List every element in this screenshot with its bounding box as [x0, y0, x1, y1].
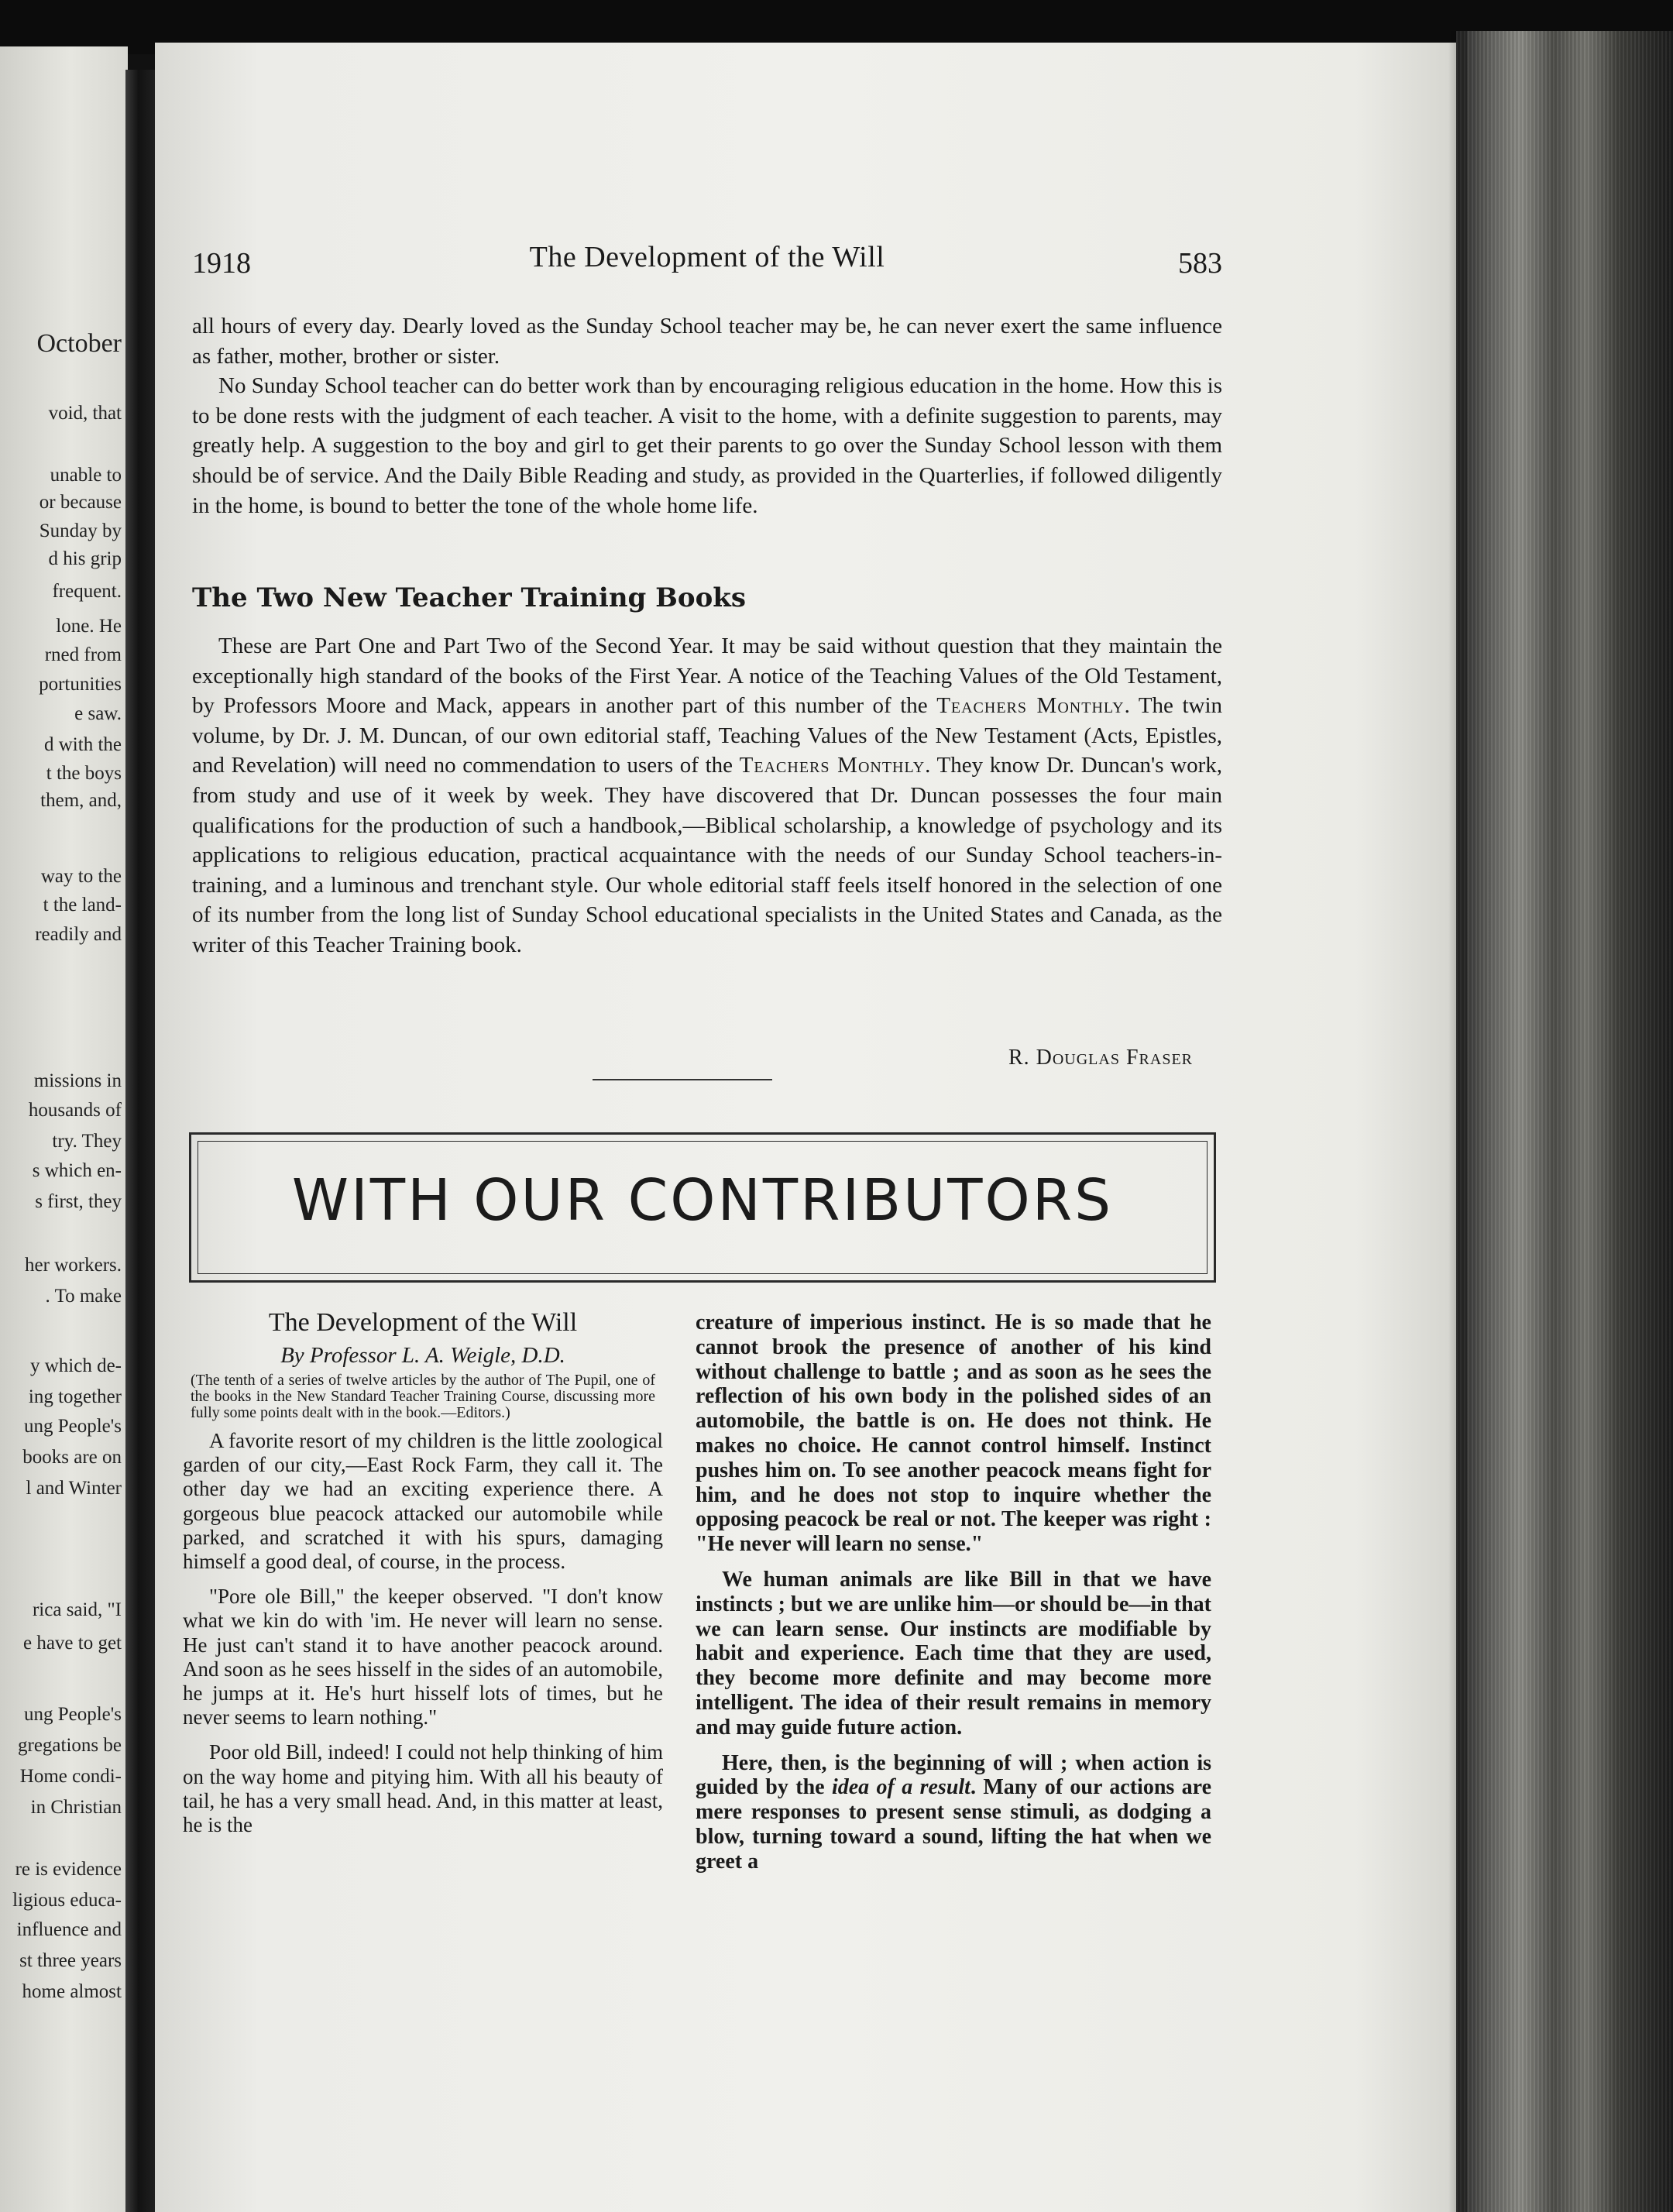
contributors-banner: [189, 1132, 1216, 1283]
paragraph: "Pore ole Bill," the keeper observed. "I don't know what we kin do with 'im. He never will learn no sense. He just can't stand it to have another peacock around. And soon as he sees hisself in the sides of an automobile, he jumps at it. He's hurt hisself lots of times, but he never seems to learn nothing.": [183, 1585, 663, 1729]
left-page-line: y which de-: [29, 1355, 122, 1376]
article-column-right: [696, 1310, 1211, 1874]
section-heading: The Two New Teacher Training Books: [192, 582, 746, 613]
left-page-line: books are on: [22, 1447, 122, 1468]
left-page-line: or because: [39, 492, 122, 513]
left-page-line: . To make: [45, 1286, 122, 1307]
paragraph: [696, 1751, 1211, 1874]
left-page-line: her workers.: [25, 1255, 122, 1276]
editors-note: (The tenth of a series of twelve articles by the author of The Pupil, one of the books in the New Standard Teacher Training Course, discussing more fully some points dealt with in the book.—Editors.): [191, 1372, 655, 1421]
left-page-line: t the land-: [43, 895, 122, 915]
left-page-fragment: [0, 46, 128, 2212]
paragraph: creature of imperious instinct. He is so made that he cannot brook the presence of another of his kind without challenge to battle ; and as soon as he sees the reflection of his own body in the polished sides of an automobile, the battle is on. He does not think. He makes no choice. He cannot control himself. Instinct pushes him on. To see another peacock means fight for him, and he does not stop to inquire whether the opposing peacock be real or not. The keeper was right : "He never will learn no sense.": [696, 1310, 1211, 1557]
publication-name: Teachers Monthly: [936, 693, 1125, 719]
text-run: These are Part One and Part Two of the Second Year. It may be said without question that they maintain the exceptionally high standard of the books of the First Year. A notice of the Teaching Values of the Old Testament, by Professors Moore and Mack, appears in another part of this number of the: [192, 634, 1222, 719]
text-run: . The twin volume, by Dr. J. M. Duncan, of our own editorial staff, Teaching Values of the New Testament (Acts, Epistles, and Revelation) will need no commendation to users of the: [192, 693, 1223, 778]
paragraph: We human animals are like Bill in that we have instincts ; but we are unlike him—or should be—in that we can learn sense. Our instincts are modifiable by habit and experience. Each time that they are used, they become more definite and may become more intelligent. The idea of their result remains in memory and may guide future action.: [696, 1567, 1211, 1740]
text-run: . They know Dr. Duncan's work, from study and use of it week by week. They have discovered that Dr. Duncan possesses the four main qualifications for the production of such a handbook,—Biblical scholarship, a knowledge of psychology and its applications to religious education, practical acquaintance with the needs of our Sunday School teachers-in-training, and a luminous and trenchant style. Our whole editorial staff feels itself honored in the selection of one of its number from the long list of Sunday School educational specialists in the United States and Canada, as the writer of this Teacher Training book.: [192, 753, 1222, 957]
left-page-line: unable to: [50, 465, 122, 486]
left-page-line: l and Winter: [26, 1478, 122, 1499]
left-page-line: way to the: [40, 866, 122, 887]
left-page-line: void, that: [48, 403, 122, 424]
article-title: The Development of the Will: [268, 1308, 578, 1337]
left-page-line: ung People's: [23, 1416, 122, 1437]
left-page-line: ing together: [28, 1386, 122, 1407]
home-education-section: [192, 311, 1222, 520]
page-edge-shadow: [1448, 31, 1467, 2212]
running-head-title: The Development of the Will: [529, 241, 885, 273]
book-gutter: [125, 70, 158, 2212]
paragraph: Poor old Bill, indeed! I could not help thinking of him on the way home and pitying him. With all his beauty of tail, he has a very small head. And, in this matter at least, he is the: [183, 1740, 663, 1837]
paragraph: [192, 631, 1222, 960]
book-page-edges: [1456, 31, 1673, 2212]
left-page-line: d with the: [44, 734, 122, 755]
left-page-line: them, and,: [40, 790, 122, 811]
left-page-line: lone. He: [56, 616, 122, 637]
section-divider: [593, 1079, 772, 1080]
text-run: Here, then, is the beginning of will ; when action is guided by the: [696, 1750, 1211, 1800]
left-page-line: Home condi-: [19, 1766, 122, 1787]
left-page-line: missions in: [33, 1070, 122, 1091]
running-head-year: 1918: [192, 247, 251, 280]
left-page-line: s which en-: [32, 1160, 122, 1181]
left-page-line: rica said, "I: [32, 1599, 122, 1620]
left-page-line: Sunday by: [39, 520, 122, 541]
article-byline: By Professor L. A. Weigle, D.D.: [280, 1343, 565, 1368]
left-page-line: t the boys: [46, 763, 122, 784]
left-page-line: s first, they: [35, 1191, 122, 1212]
text-run: . Many of our actions are mere responses to present sense stimuli, as dodging a blow, turning toward a sound, lifting the hat when we greet a: [696, 1775, 1212, 1874]
emphasis: idea of a result: [831, 1775, 970, 1800]
paragraph: No Sunday School teacher can do better work than by encouraging religious education in the home. How this is to be done rests with the judgment of each teacher. A visit to the home, with a definite suggestion to parents, may greatly help. A suggestion to the boy and girl to get their parents to go over the Sunday School lesson with them should be of service. And the Daily Bible Reading and study, as provided in the Quarterlies, if followed diligently in the home, is bound to better the tone of the whole home life.: [192, 373, 1222, 518]
left-page-line: rned from: [44, 644, 122, 665]
left-page-line: e saw.: [74, 703, 122, 724]
left-page-line: readily and: [35, 924, 122, 945]
running-head: [192, 240, 1222, 279]
left-page-line: influence and: [16, 1919, 122, 1940]
left-page-line: st three years: [19, 1950, 122, 1971]
left-page-line: housands of: [28, 1100, 122, 1121]
paragraph: A favorite resort of my children is the little zoological garden of our city,—East Rock Farm, they call it. The other day we had an exciting experience there. A gorgeous blue peacock attacked our automobile while parked, and scratched it with his spurs, damaging himself a good deal, of course, in the process.: [183, 1429, 663, 1574]
left-page-line: frequent.: [52, 581, 122, 602]
publication-name: Teachers Monthly: [739, 753, 926, 778]
left-page-line: ligious educa-: [12, 1890, 122, 1911]
left-page-line: try. They: [52, 1131, 122, 1152]
paragraph: all hours of every day. Dearly loved as the Sunday School teacher may be, he can never exert the same influence as father, mother, brother or sister.: [192, 314, 1222, 369]
left-page-line: October: [36, 329, 122, 358]
left-page-line: gregations be: [18, 1735, 122, 1756]
author-signature: R. Douglas Fraser: [1008, 1046, 1193, 1070]
left-page-line: ung People's: [23, 1704, 122, 1725]
banner-title: WITH OUR CONTRIBUTORS: [291, 1167, 1114, 1234]
left-page-line: portunities: [39, 674, 122, 695]
teacher-training-books-section: [192, 631, 1222, 960]
left-page-line: re is evidence: [15, 1859, 122, 1880]
left-page-line: e have to get: [22, 1633, 122, 1654]
page-number: 583: [1178, 247, 1222, 280]
left-page-line: d his grip: [48, 548, 122, 569]
article-column-left: [183, 1301, 663, 1837]
left-page-line: home almost: [22, 1981, 122, 2002]
left-page-line: in Christian: [30, 1797, 122, 1818]
